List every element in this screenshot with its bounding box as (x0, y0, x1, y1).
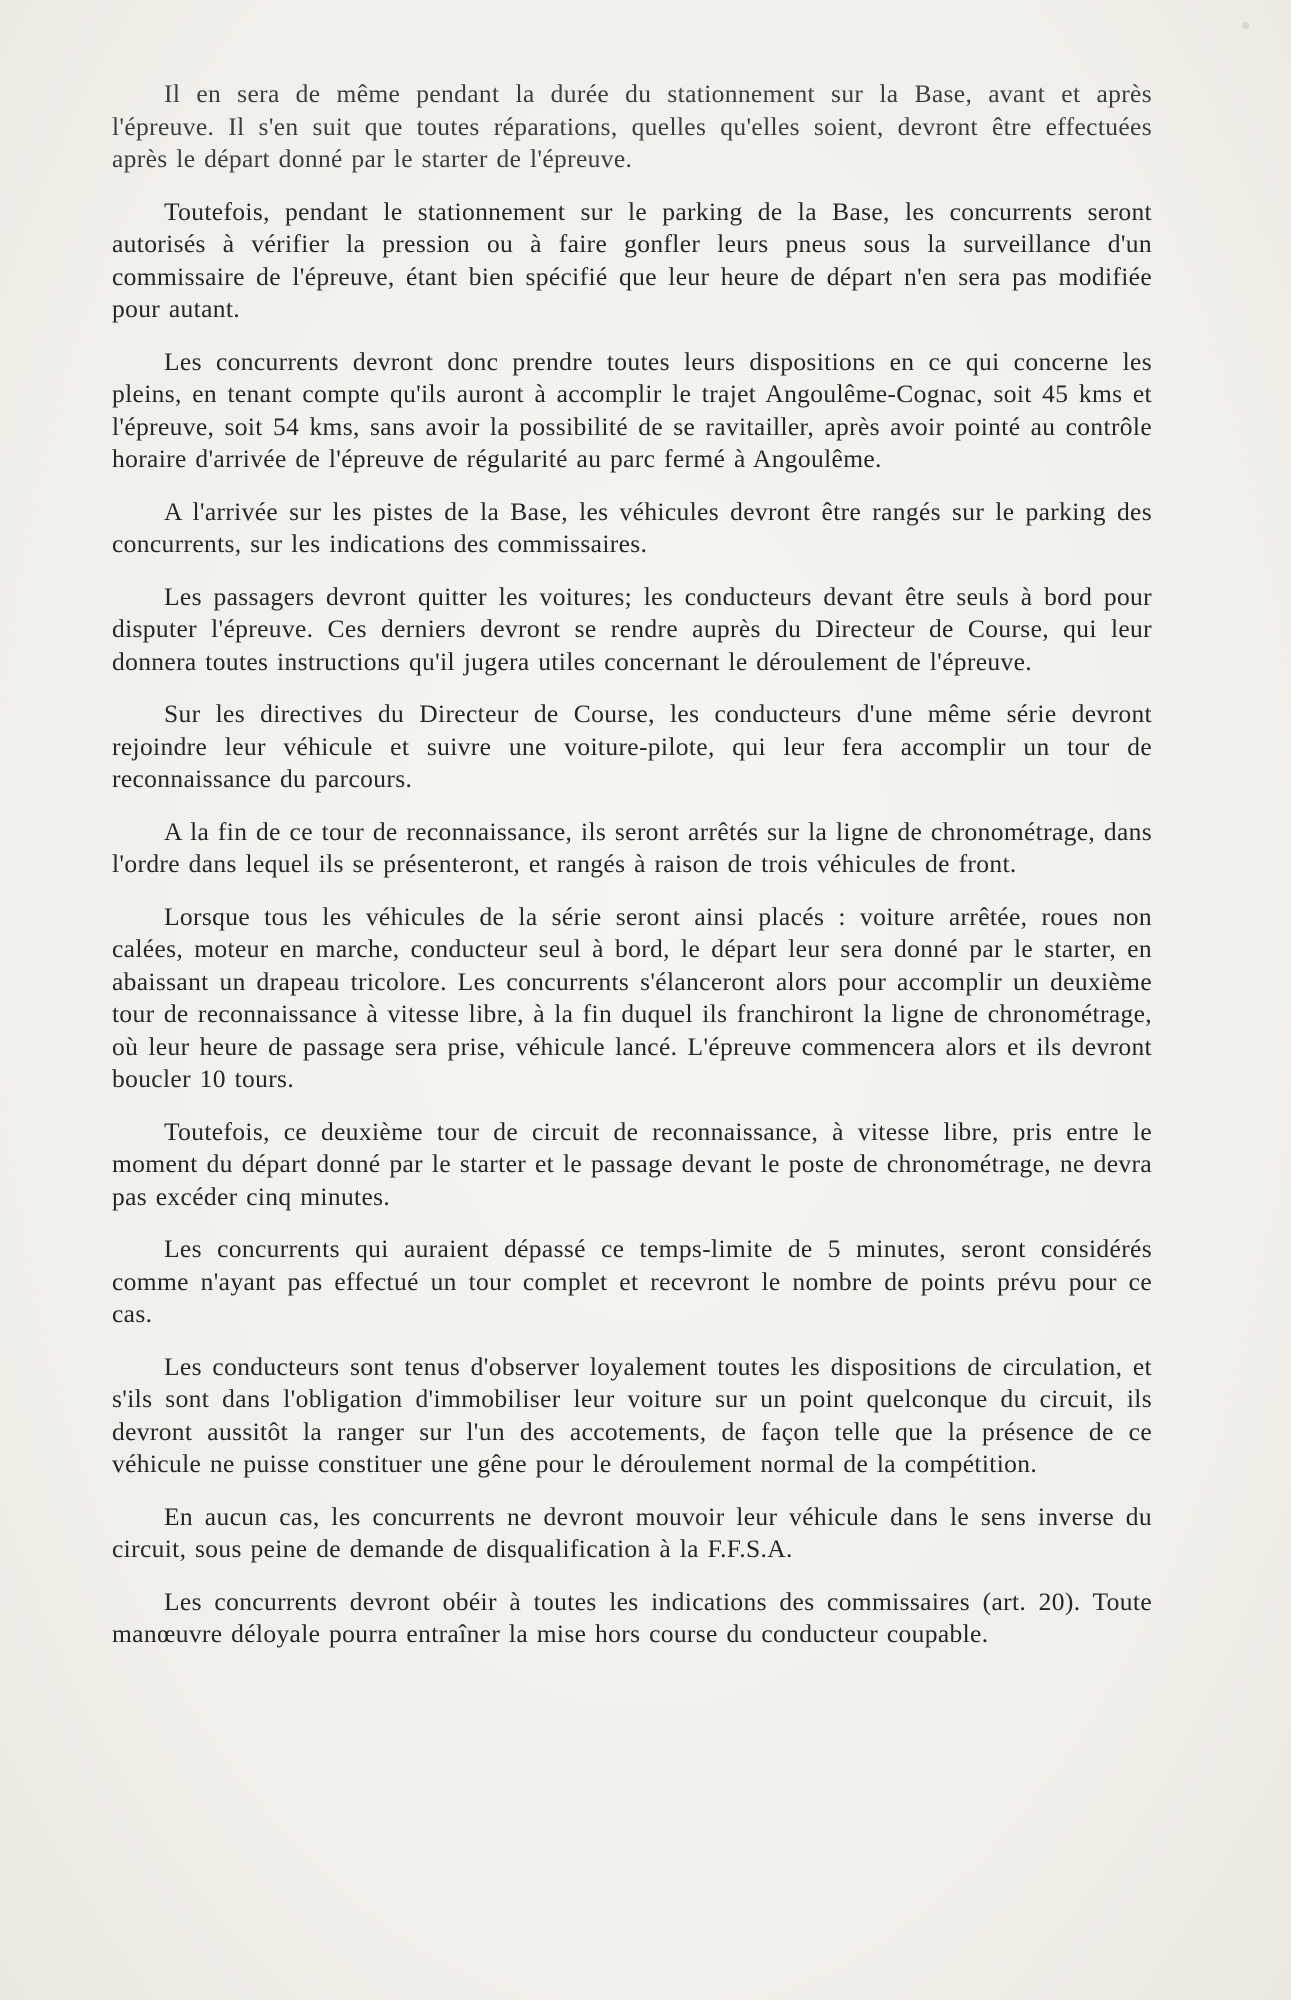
paragraph: Lorsque tous les véhicules de la série seront ainsi placés : voiture arrêtée, roues non calées, moteur en marche, conducteur seul à bord, le départ leur sera donné par le starter, en abaissant un drapeau tricolore. Les concurrents s'élanceront alors pour accomplir un deuxième tour de reconnaissance à vitesse libre, à la fin duquel ils franchiront la ligne de chronométrage, où leur heure de passage sera prise, véhicule lancé. L'épreuve commencera alors et ils devront boucler 10 tours. (112, 901, 1152, 1093)
paragraph: Il en sera de même pendant la durée du stationnement sur la Base, avant et après l'épreuve. Il s'en suit que toutes réparations, quelles qu'elles soient, devront être effectuées après le départ donné par le starter de l'épreuve. (112, 79, 1152, 173)
paragraph: En aucun cas, les concurrents ne devront mouvoir leur véhicule dans le sens inverse du circuit, sous peine de demande de disqualification à la F.F.S.A. (112, 1501, 1152, 1563)
paper-speck (1242, 22, 1249, 29)
paragraph: A la fin de ce tour de reconnaissance, ils seront arrêtés sur la ligne de chronométrage, dans l'ordre dans lequel ils se présenteront, et rangés à raison de trois véhicules de front. (112, 816, 1152, 878)
paragraph: Les concurrents devront obéir à toutes les indications des commissaires (art. 20). Toute manœuvre déloyale pourra entraîner la mise hors course du conducteur coupable. (112, 1586, 1152, 1648)
paragraph: Les concurrents qui auraient dépassé ce temps-limite de 5 minutes, seront considérés comme n'ayant pas effectué un tour complet et recevront le nombre de points prévu pour ce cas. (112, 1234, 1152, 1328)
document-body (112, 78, 1152, 1671)
paragraph: Toutefois, pendant le stationnement sur le parking de la Base, les concurrents seront autorisés à vérifier la pression ou à faire gonfler leurs pneus sous la surveillance d'un commissaire de l'épreuve, étant bien spécifié que leur heure de départ n'en sera pas modifiée pour autant. (112, 196, 1152, 323)
paragraph: A l'arrivée sur les pistes de la Base, les véhicules devront être rangés sur le parking des concurrents, sur les indications des commissaires. (112, 496, 1152, 558)
paragraph: Les conducteurs sont tenus d'observer loyalement toutes les dispositions de circulation, et s'ils sont dans l'obligation d'immobiliser leur voiture sur un point quelconque du circuit, ils devront aussitôt la ranger sur l'un des accotements, de façon telle que la présence de ce véhicule ne puisse constituer une gêne pour le déroulement normal de la compétition. (112, 1351, 1152, 1478)
paragraph: Les passagers devront quitter les voitures; les conducteurs devant être seuls à bord pour disputer l'épreuve. Ces derniers devront se rendre auprès du Directeur de Course, qui leur donnera toutes instructions qu'il jugera utiles concernant le déroulement de l'épreuve. (112, 581, 1152, 676)
paragraph: Toutefois, ce deuxième tour de circuit de reconnaissance, à vitesse libre, pris entre le moment du départ donné par le starter et le passage devant le poste de chronométrage, ne devra pas excéder cinq minutes. (112, 1116, 1152, 1211)
paragraph: Sur les directives du Directeur de Course, les conducteurs d'une même série devront rejoindre leur véhicule et suivre une voiture-pilote, qui leur fera accomplir un tour de reconnaissance du parcours. (112, 699, 1152, 793)
paragraph: Les concurrents devront donc prendre toutes leurs dispositions en ce qui concerne les pleins, en tenant compte qu'ils auront à accomplir le trajet Angoulême-Cognac, soit 45 kms et l'épreuve, soit 54 kms, sans avoir la possibilité de se ravitailler, après avoir pointé au contrôle horaire d'arrivée de l'épreuve de régularité au parc fermé à Angoulême. (112, 346, 1152, 473)
